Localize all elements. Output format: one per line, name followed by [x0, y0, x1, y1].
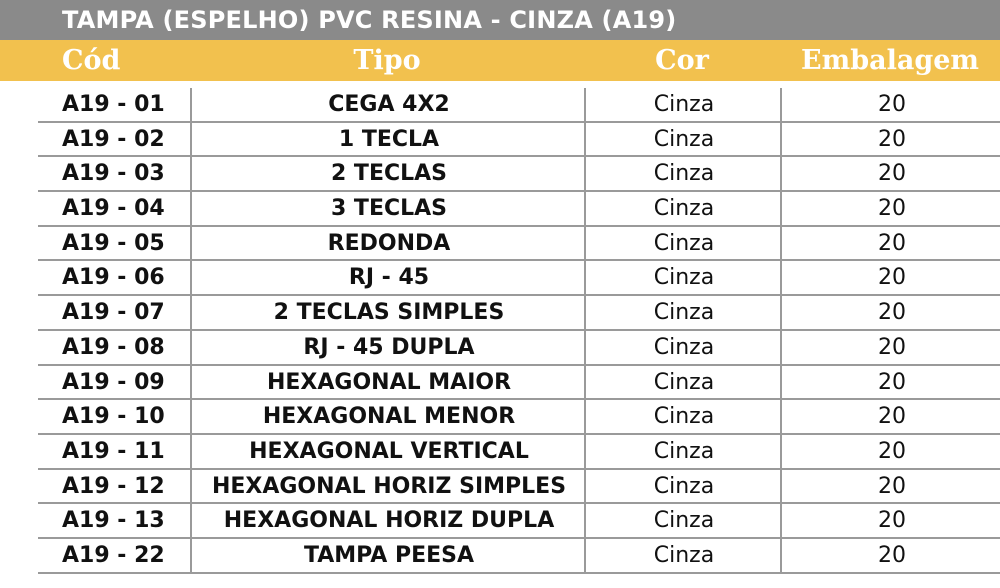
table-row [38, 366, 1000, 401]
cell-embalagem: 20 [780, 192, 1000, 225]
table-row [38, 192, 1000, 227]
cell-cod: A19 - 11 [62, 438, 165, 464]
cell-embalagem: 20 [780, 123, 1000, 156]
table-title: TAMPA (ESPELHO) PVC RESINA - CINZA (A19) [0, 0, 1000, 40]
cell-embalagem: 20 [780, 296, 1000, 329]
table-row [38, 331, 1000, 366]
table-row [38, 88, 1000, 123]
cell-tipo: 1 TECLA [190, 123, 586, 156]
cell-cod: A19 - 01 [62, 92, 165, 117]
cell-embalagem: 20 [780, 470, 1000, 503]
cell-embalagem: 20 [780, 366, 1000, 399]
cell-cod: A19 - 10 [62, 404, 165, 430]
cell-tipo: HEXAGONAL HORIZ DUPLA [190, 504, 586, 537]
cell-cor: Cinza [584, 296, 782, 329]
header-cod: Cód [62, 45, 121, 76]
cell-tipo: 2 TECLAS SIMPLES [190, 296, 586, 329]
cell-cor: Cinza [584, 470, 782, 503]
cell-embalagem: 20 [780, 400, 1000, 433]
cell-cod: A19 - 05 [62, 230, 165, 256]
table-row [38, 157, 1000, 192]
cell-embalagem: 20 [780, 504, 1000, 537]
table-row [38, 261, 1000, 296]
cell-cod: A19 - 03 [62, 161, 165, 187]
cell-tipo: HEXAGONAL VERTICAL [190, 435, 586, 468]
cell-cor: Cinza [584, 400, 782, 433]
cell-cor: Cinza [584, 504, 782, 537]
cell-cod: A19 - 06 [62, 265, 165, 291]
header-cor: Cor [655, 45, 709, 76]
cell-embalagem: 20 [780, 539, 1000, 572]
cell-cor: Cinza [584, 227, 782, 260]
cell-cod: A19 - 09 [62, 369, 165, 395]
header-tipo: Tipo [353, 45, 421, 76]
cell-cod: A19 - 13 [62, 508, 165, 534]
cell-embalagem: 20 [780, 157, 1000, 190]
cell-cod: A19 - 04 [62, 196, 165, 222]
cell-cor: Cinza [584, 157, 782, 190]
cell-cor: Cinza [584, 331, 782, 364]
cell-cod: A19 - 12 [62, 473, 165, 499]
cell-tipo: RJ - 45 DUPLA [190, 331, 586, 364]
cell-cor: Cinza [584, 261, 782, 294]
cell-embalagem: 20 [780, 227, 1000, 260]
table-row [38, 227, 1000, 262]
table-row [38, 400, 1000, 435]
table-header [0, 40, 1000, 81]
cell-cor: Cinza [584, 88, 782, 121]
cell-tipo: HEXAGONAL MENOR [190, 400, 586, 433]
cell-cor: Cinza [584, 123, 782, 156]
cell-tipo: 2 TECLAS [190, 157, 586, 190]
header-embalagem: Embalagem [801, 45, 979, 76]
table-row [38, 470, 1000, 505]
cell-cod: A19 - 22 [62, 542, 165, 568]
cell-cod: A19 - 08 [62, 334, 165, 360]
cell-cor: Cinza [584, 539, 782, 572]
cell-cor: Cinza [584, 192, 782, 225]
cell-cor: Cinza [584, 366, 782, 399]
cell-tipo: CEGA 4X2 [190, 88, 586, 121]
table-row [38, 296, 1000, 331]
cell-tipo: REDONDA [190, 227, 586, 260]
cell-tipo: TAMPA PEESA [190, 539, 586, 572]
cell-tipo: HEXAGONAL MAIOR [190, 366, 586, 399]
table-row [38, 123, 1000, 158]
cell-tipo: 3 TECLAS [190, 192, 586, 225]
cell-embalagem: 20 [780, 261, 1000, 294]
cell-tipo: HEXAGONAL HORIZ SIMPLES [190, 470, 586, 503]
cell-embalagem: 20 [780, 331, 1000, 364]
cell-embalagem: 20 [780, 88, 1000, 121]
table-body [38, 88, 1000, 574]
table-row [38, 539, 1000, 574]
cell-cod: A19 - 02 [62, 126, 165, 152]
table-row [38, 504, 1000, 539]
cell-cor: Cinza [584, 435, 782, 468]
table-row [38, 435, 1000, 470]
cell-tipo: RJ - 45 [190, 261, 586, 294]
cell-embalagem: 20 [780, 435, 1000, 468]
cell-cod: A19 - 07 [62, 300, 165, 326]
